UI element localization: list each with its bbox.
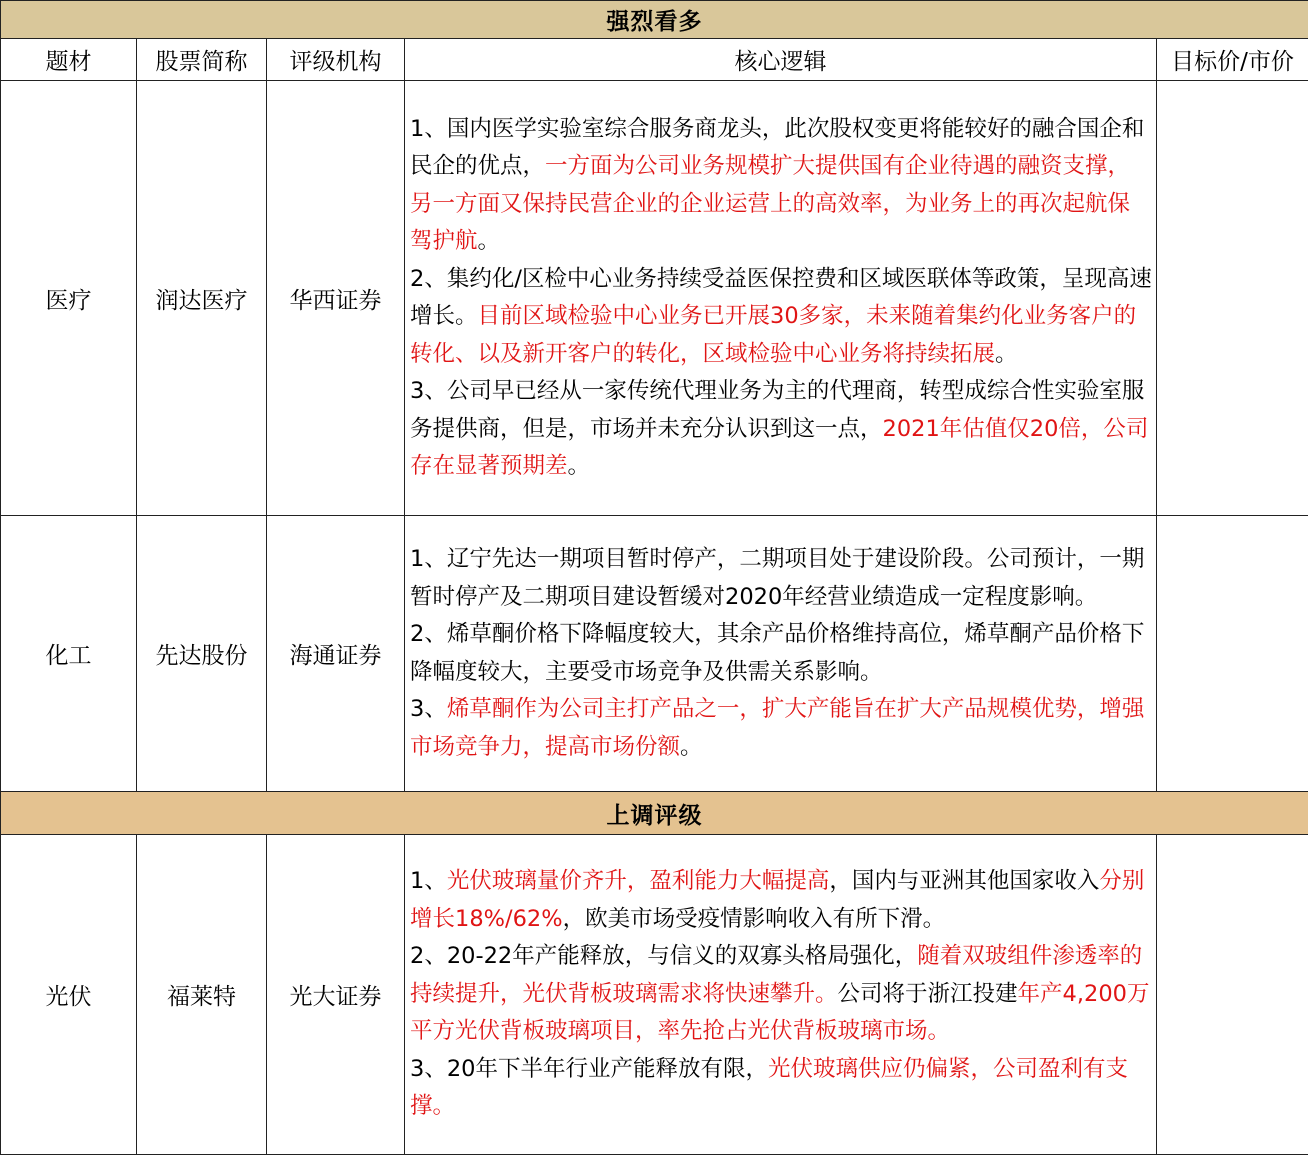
cell-rating-agency: 海通证券 (267, 516, 405, 792)
logic-text: 。 (478, 228, 501, 254)
logic-text: 1、国内医学实验室综合服务商龙头，此次股权变更将能较好的融合国企和民企的优点， (410, 116, 1144, 180)
logic-text: 3、 (410, 696, 447, 722)
highlight-text: 一方面为公司业务规模扩大提供国有企业待遇的融资支撑，另一方面又保持民营企业的企业运营上的高效率，为业务上的再次起航保驾护航 (410, 153, 1130, 254)
logic-paragraph (410, 863, 1152, 938)
header-theme: 题材 (1, 39, 137, 81)
logic-paragraph (410, 616, 1152, 691)
header-stock-name: 股票简称 (137, 39, 267, 81)
logic-text: 2、烯草酮价格下降幅度较大，其余产品价格维持高位，烯草酮产品价格下降幅度较大，主要受市场竞争及供需关系影响。 (410, 621, 1144, 685)
highlight-text: 光伏玻璃供应仍偏紧，公司盈利有支撑。 (410, 1056, 1128, 1120)
cell-theme: 医疗 (1, 81, 137, 516)
cell-target-price (1157, 835, 1308, 1155)
logic-text: 。 (680, 734, 703, 760)
header-target-price: 目标价/市价 (1157, 39, 1308, 81)
logic-paragraph (410, 1051, 1152, 1126)
logic-paragraph (410, 261, 1152, 374)
cell-rating-agency: 华西证券 (267, 81, 405, 516)
logic-text: 公司将于浙江投建 (838, 981, 1018, 1007)
logic-text: 。 (995, 341, 1018, 367)
table-row (1, 81, 1308, 516)
cell-core-logic (405, 81, 1157, 516)
logic-text: 3、公司早已经从一家传统代理业务为主的代理商，转型成综合性实验室服务提供商，但是，市场并未充分认识到这一点， (410, 378, 1144, 442)
section-title-upgrade: 上调评级 (1, 792, 1308, 835)
header-rating-agency: 评级机构 (267, 39, 405, 81)
cell-stock-name: 福莱特 (137, 835, 267, 1155)
highlight-text: 年产4,200万平方光伏背板玻璃项目，率先抢占光伏背板玻璃市场。 (410, 981, 1149, 1045)
cell-theme: 光伏 (1, 835, 137, 1155)
section-title-strong-buy: 强烈看多 (1, 1, 1308, 39)
logic-paragraph (410, 541, 1152, 616)
cell-core-logic (405, 516, 1157, 792)
highlight-text: 烯草酮作为公司主打产品之一，扩大产能旨在扩大产品规模优势，增强市场竞争力，提高市场份额 (410, 696, 1144, 760)
logic-paragraph (410, 938, 1152, 1051)
logic-text: ，国内与亚洲其他国家收入 (829, 868, 1099, 894)
table-row (1, 835, 1308, 1155)
logic-paragraph (410, 111, 1152, 261)
logic-text: 2、集约化/区检中心业务持续受益医保控费和区域医联体等政策，呈现高速增长。 (410, 266, 1152, 330)
cell-target-price (1157, 81, 1308, 516)
cell-rating-agency: 光大证券 (267, 835, 405, 1155)
table-row (1, 516, 1308, 792)
cell-core-logic (405, 835, 1157, 1155)
cell-theme: 化工 (1, 516, 137, 792)
logic-text: 3、20年下半年行业产能释放有限， (410, 1056, 768, 1082)
logic-text: ，欧美市场受疫情影响收入有所下滑。 (563, 906, 946, 932)
header-core-logic: 核心逻辑 (405, 39, 1157, 81)
highlight-text: 2021年估值仅20倍，公司存在显著预期差 (410, 416, 1148, 480)
highlight-text: 目前区域检验中心业务已开展30多家，未来随着集约化业务客户的转化、以及新开客户的转化，区域检验中心业务将持续拓展 (410, 303, 1136, 367)
logic-text: 1、 (410, 868, 447, 894)
highlight-text: 随着双玻组件渗透率的持续提升，光伏背板玻璃需求将快速攀升。 (410, 943, 1142, 1007)
cell-target-price (1157, 516, 1308, 792)
logic-paragraph (410, 691, 1152, 766)
logic-text: 。 (568, 453, 591, 479)
logic-text: 1、辽宁先达一期项目暂时停产，二期项目处于建设阶段。公司预计，一期暂时停产及二期项目建设暂缓对2020年经营业绩造成一定程度影响。 (410, 546, 1144, 610)
highlight-text: 光伏玻璃量价齐升，盈利能力大幅提高 (447, 868, 830, 894)
highlight-text: 分别增长18%/62% (410, 868, 1144, 932)
cell-stock-name: 润达医疗 (137, 81, 267, 516)
logic-paragraph (410, 373, 1152, 486)
logic-text: 2、20-22年产能释放，与信义的双寡头格局强化， (410, 943, 917, 969)
cell-stock-name: 先达股份 (137, 516, 267, 792)
